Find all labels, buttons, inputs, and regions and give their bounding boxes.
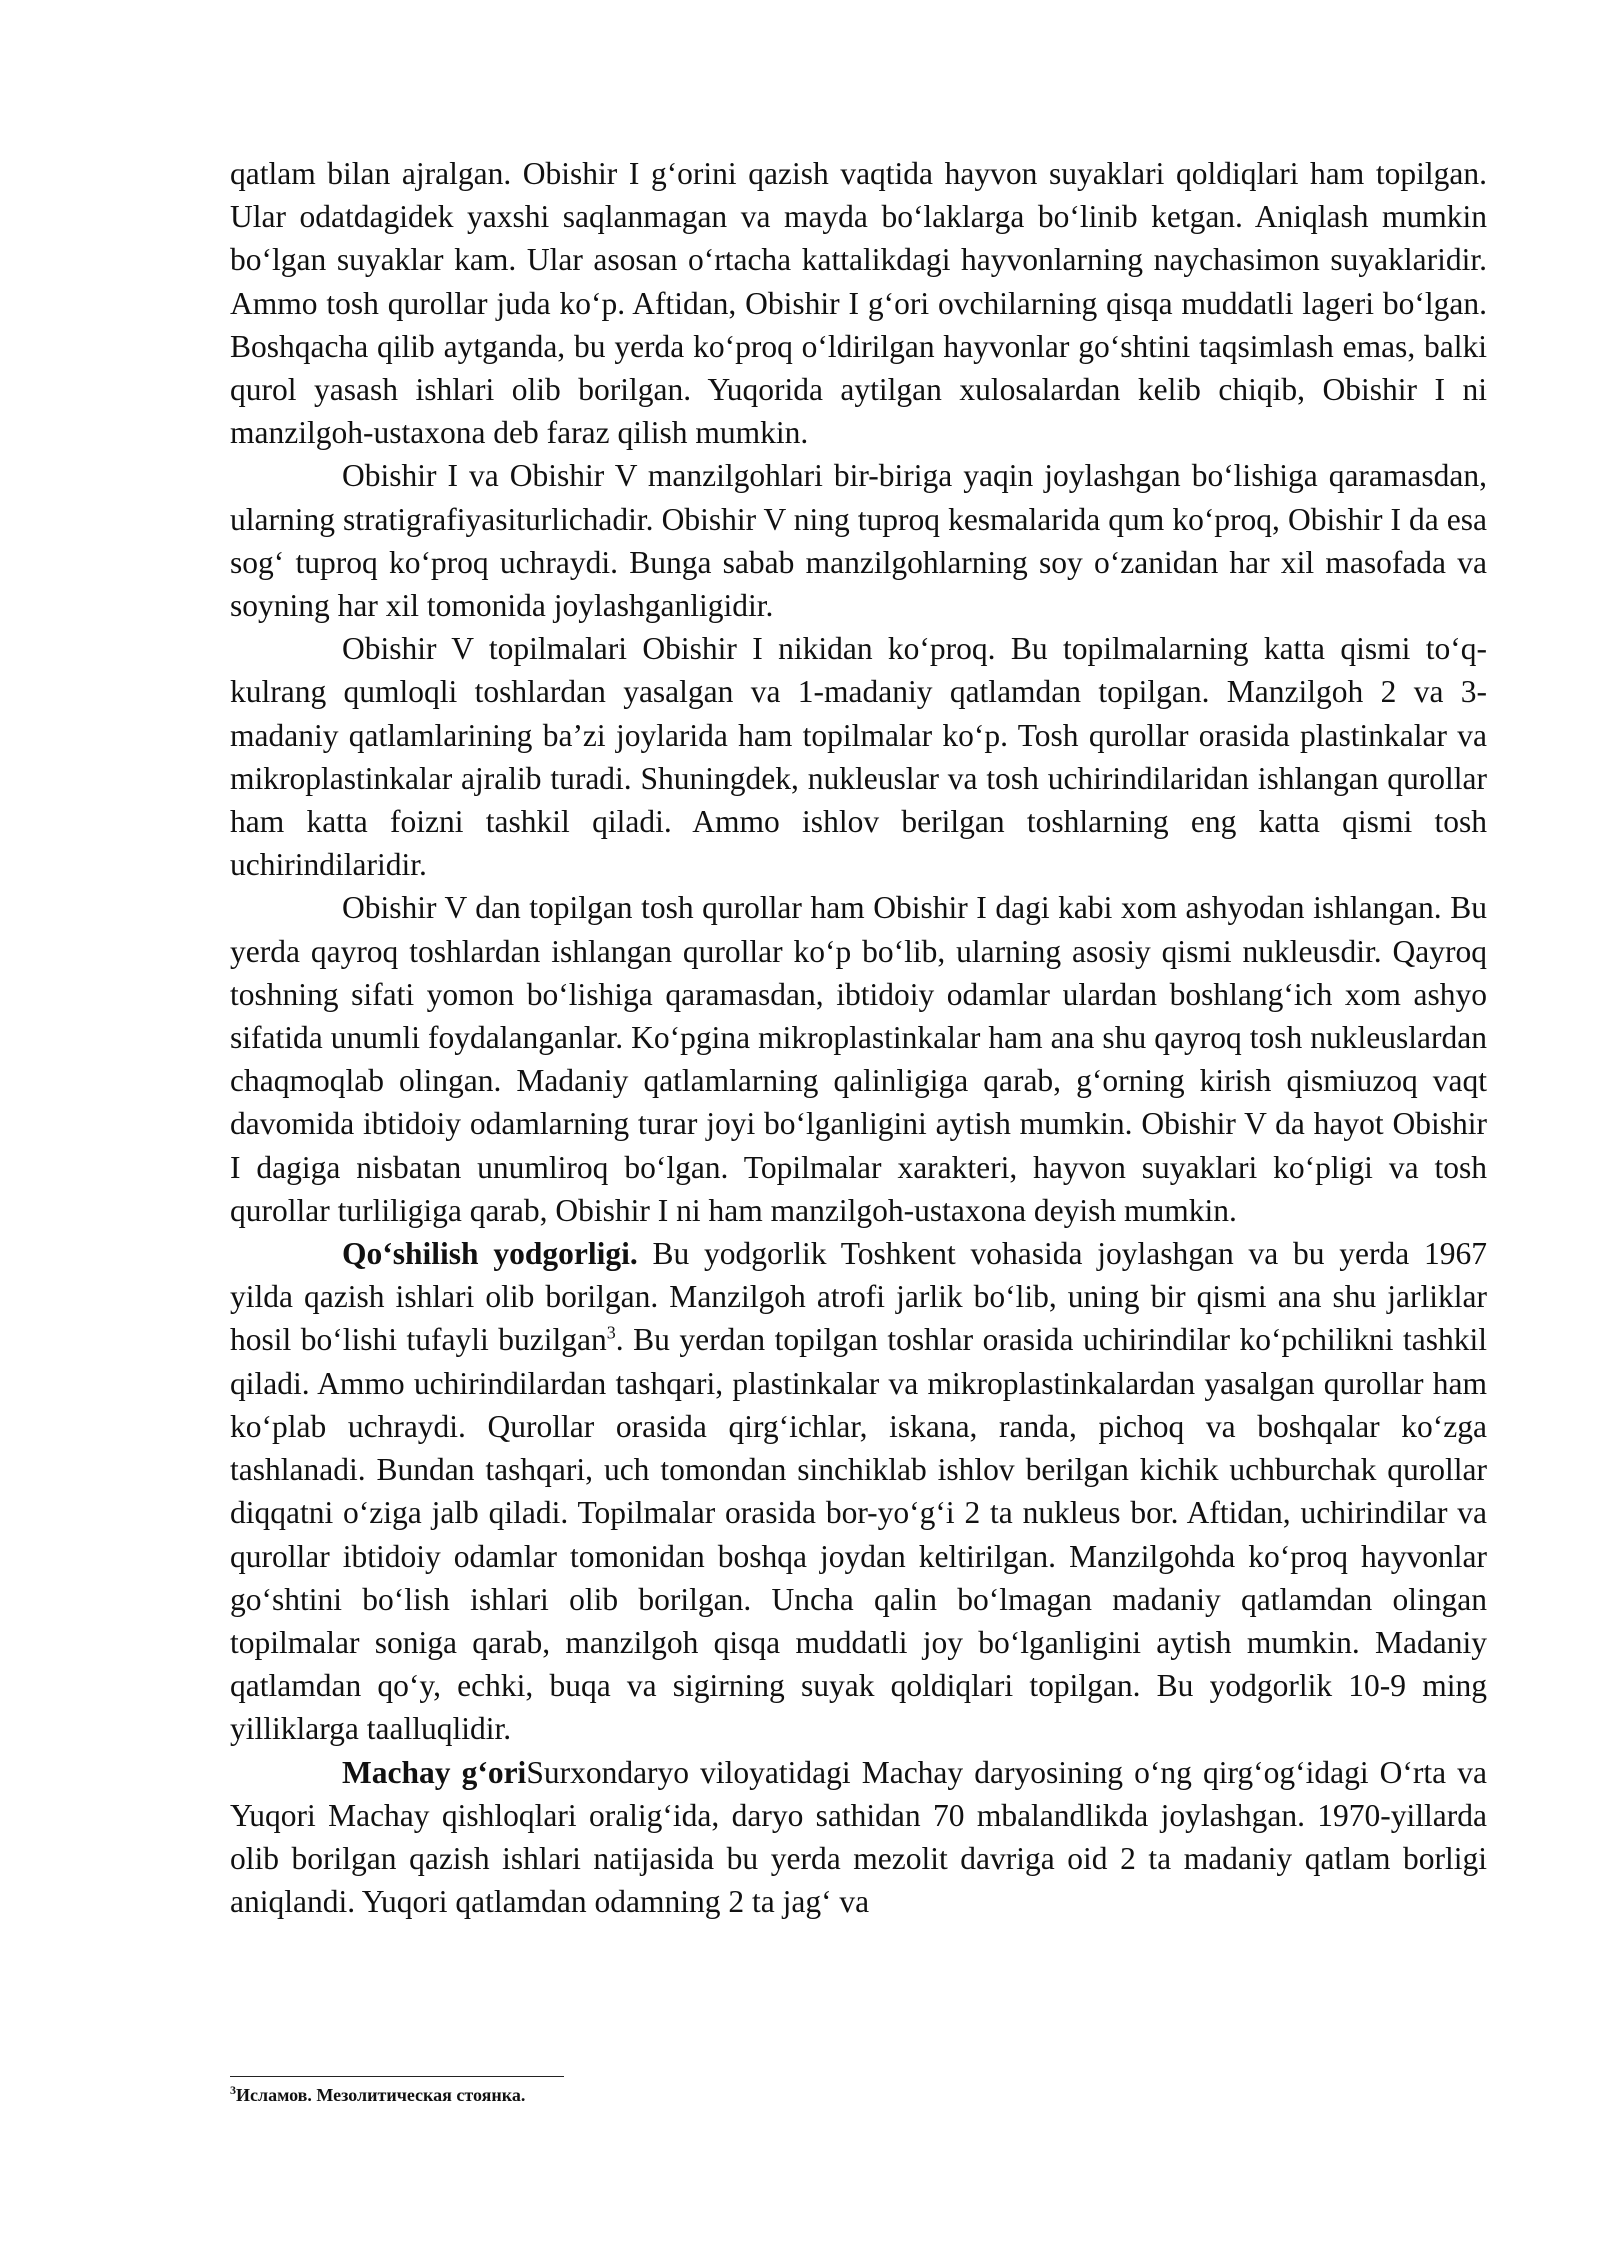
section-lead-machay: Machay g‘ori xyxy=(342,1754,527,1790)
paragraph-text: Obishir I va Obishir V manzilgohlari bir-biriga yaqin joylashgan bo‘lishiga qaramasdan, ularning stratigrafiyasiturlichadir. Obishir V ning tuproq kesmalarida qum ko‘proq, Obishir I da esa sog‘ tuproq ko‘proq uchraydi. Bunga sabab manzilgohlarning soy o‘zanidan har xil masofada va soyning har xil tomonida joylashganligidir. xyxy=(230,458,1487,624)
section-lead-qoshilish: Qo‘shilish yodgorligi. xyxy=(342,1236,638,1272)
paragraph-qoshilish xyxy=(230,1232,1487,1750)
paragraph-text: Obishir V topilmalari Obishir I nikidan ko‘proq. Bu topilmalarning katta qismi to‘q-kulrang qumloqli toshlardan yasalgan va 1-madaniy qatlamdan topilgan. Manzilgoh 2 va 3-madaniy qatlamlarining ba’zi joylarida ham topilmalar ko‘p. Tosh qurollar orasida plastinkalar va mikroplastinkalar ajralib turadi. Shuningdek, nukleuslar va tosh uchirindilaridan ishlangan qurollar ham katta foizni tashkil qiladi. Ammo ishlov berilgan toshlarning eng katta qismi tosh uchirindilaridir. xyxy=(230,631,1487,883)
footnote-text: Исламов. Мезолитическая стоянка. xyxy=(236,2085,526,2105)
footnote xyxy=(230,2084,1487,2106)
paragraph-text: Surxondaryo viloyatidagi Machay daryosining o‘ng qirg‘og‘idagi O‘rta va Yuqori Machay qishloqlari oralig‘ida, daryo sathidan 70 mbalandlikda joylashgan. 1970-yillarda olib borilgan qazish ishlari natijasida bu yerda mezolit davriga oid 2 ta madaniy qatlam borligi aniqlandi. Yuqori qatlamdan odamning 2 ta jag‘ va xyxy=(230,1754,1487,1920)
paragraph-text: Bu yodgorlik Toshkent vohasida joylashgan va bu yerda 1967 yilda qazish ishlari olib borilgan. Manzilgoh atrofi jarlik bo‘lib, uning bir qismi ana shu jarliklar hosil bo‘lishi tufayli buzilgan xyxy=(230,1236,1487,1358)
paragraph-obishir-stratigraphy xyxy=(230,454,1487,627)
footnote-separator xyxy=(230,2076,564,2077)
paragraph-obishir-v-finds xyxy=(230,627,1487,886)
paragraph-obishir-v-tools xyxy=(230,886,1487,1232)
paragraph-text: Obishir V dan topilgan tosh qurollar ham Obishir I dagi kabi xom ashyodan ishlangan. Bu yerda qayroq toshlardan ishlangan qurollar ko‘p bo‘lib, ularning asosiy qismi nukleusdir. Qayroq toshning sifati yomon bo‘lishiga qaramasdan, ibtidoiy odamlar ulardan boshlang‘ich xom ashyo sifatida unumli foydalanganlar. Ko‘pgina mikroplastinkalar ham ana shu qayroq tosh nukleuslardan chaqmoqlab olingan. Madaniy qatlamlarning qalinligiga qarab, g‘orning kirish qismiuzoq vaqt davomida ibtidoiy odamlarning turar joyi bo‘lganligini aytish mumkin. Obishir V da hayot Obishir I dagiga nisbatan unumliroq bo‘lgan. Topilmalar xarakteri, hayvon suyaklari ko‘pligi va tosh qurollar turliligiga qarab, Obishir I ni ham manzilgoh-ustaxona deyish mumkin. xyxy=(230,890,1487,1228)
paragraph-machay xyxy=(230,1751,1487,1924)
footnote-number: 3 xyxy=(230,2083,236,2097)
paragraph-text-continued: . Bu yerdan topilgan toshlar orasida uchirindilar ko‘pchilikni tashkil qiladi. Ammo uchirindilardan tashqari, plastinkalar va mikroplastinkalardan yasalgan qurollar ham ko‘plab uchraydi. Qurollar orasida qirg‘ichlar, iskana, randa, pichoq va boshqalar ko‘zga tashlanadi. Bundan tashqari, uch tomondan sinchiklab ishlov berilgan kichik uchburchak qurollar diqqatni o‘ziga jalb qiladi. Topilmalar orasida bor-yo‘g‘i 2 ta nukleus bor. Aftidan, uchirindilar va qurollar ibtidoiy odamlar tomonidan boshqa joydan keltirilgan. Manzilgohda ko‘proq hayvonlar go‘shtini bo‘lish ishlari olib borilgan. Uncha qalin bo‘lmagan madaniy qatlamdan olingan topilmalar soniga qarab, manzilgoh qisqa muddatli joy bo‘lganligini aytish mumkin. Madaniy qatlamdan qo‘y, echki, buqa va sigirning suyak qoldiqlari topilgan. Bu yodgorlik 10-9 ming yilliklarga taalluqlidir. xyxy=(230,1322,1487,1747)
page-body xyxy=(230,152,1487,1923)
paragraph-obishir-i-bones xyxy=(230,152,1487,454)
footnote-reference[interactable]: 3 xyxy=(606,1322,616,1343)
paragraph-text: qatlam bilan ajralgan. Obishir I g‘orini qazish vaqtida hayvon suyaklari qoldiqlari ham topilgan. Ular odatdagidek yaxshi saqlanmagan va mayda bo‘laklarga bo‘linib ketgan. Aniqlash mumkin bo‘lgan suyaklar kam. Ular asosan o‘rtacha kattalikdagi hayvonlarning naychasimon suyaklaridir. Ammo tosh qurollar juda ko‘p. Aftidan, Obishir I g‘ori ovchilarning qisqa muddatli lageri bo‘lgan. Boshqacha qilib aytganda, bu yerda ko‘proq o‘ldirilgan hayvonlar go‘shtini taqsimlash emas, balki qurol yasash ishlari olib borilgan. Yuqorida aytilgan xulosalardan kelib chiqib, Obishir I ni manzilgoh-ustaxona deb faraz qilish mumkin. xyxy=(230,156,1487,451)
